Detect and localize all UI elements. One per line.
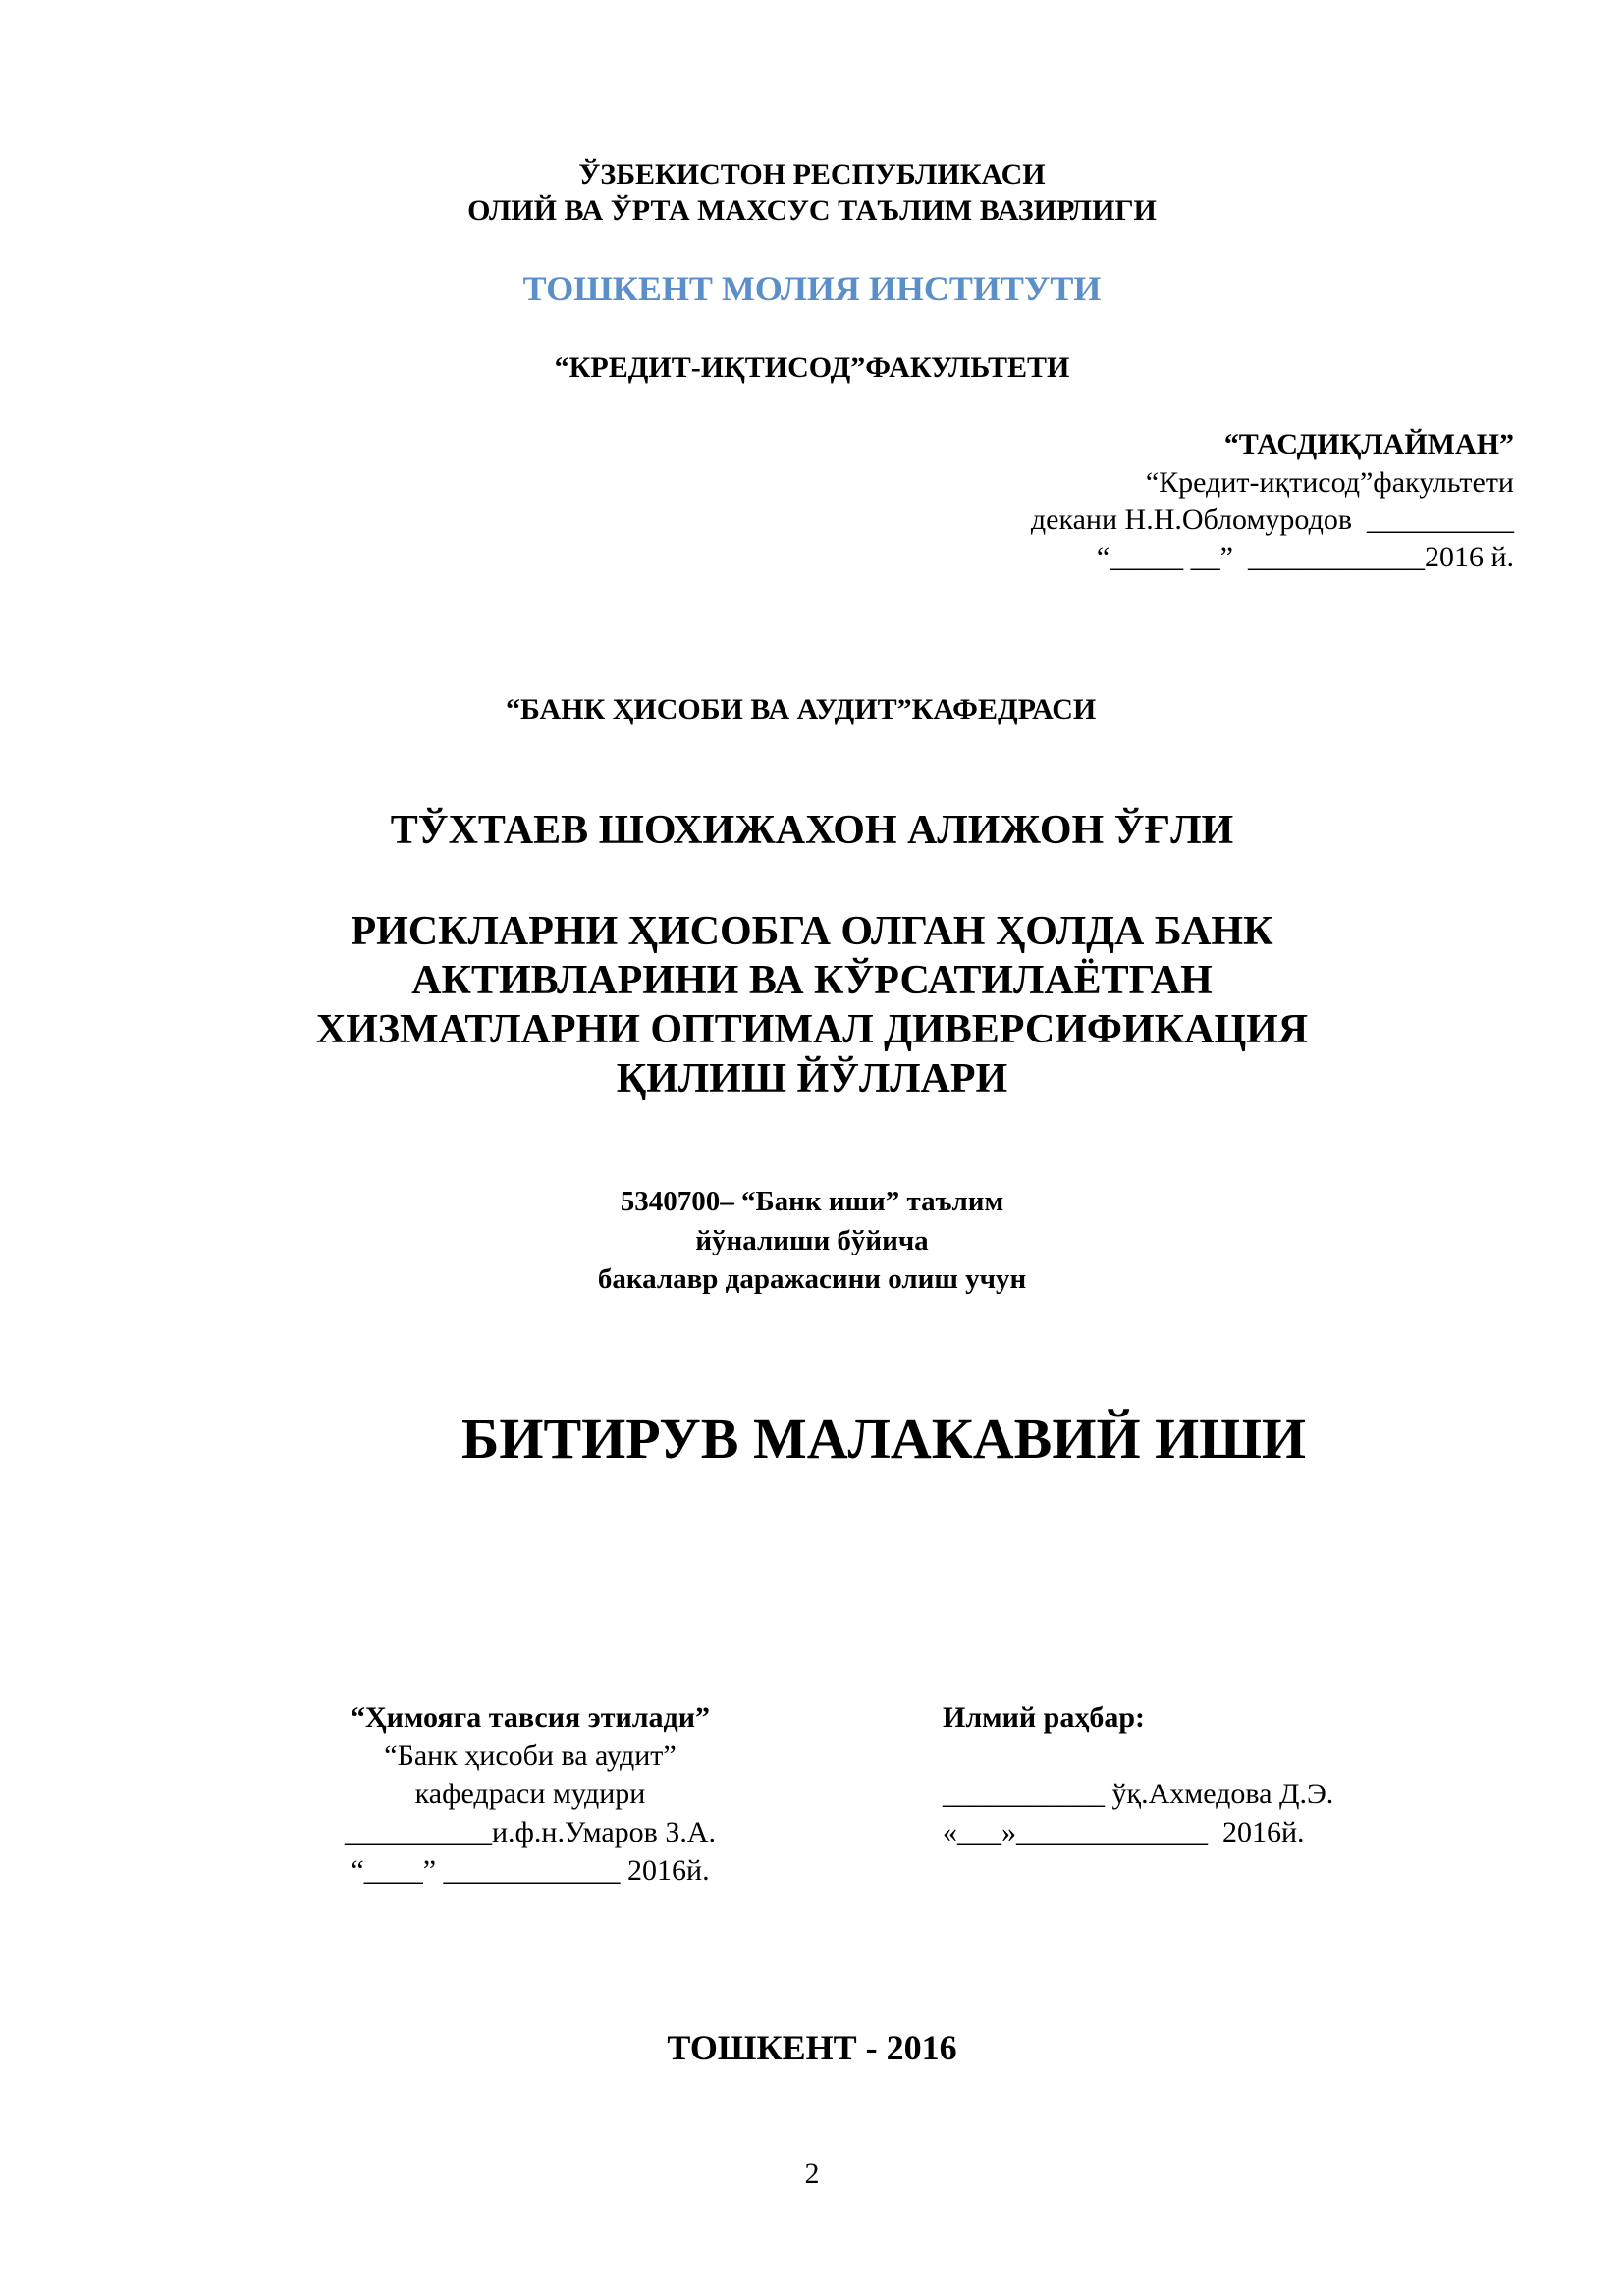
supervisor-date: «___»_____________ 2016й. — [943, 1816, 1305, 1848]
work-type: БИТИРУВ МАЛАКАВИЙ ИШИ — [461, 1407, 1307, 1470]
page-number: 2 — [804, 2158, 820, 2190]
city-year: ТОШКЕНТ - 2016 — [667, 2028, 957, 2067]
recommendation-title: “Ҳимояга тавсия этилади” — [350, 1701, 711, 1734]
approval-faculty-line: “Кредит-иқтисод”факультети — [1145, 466, 1514, 499]
specialty-line-1: 5340700– “Банк иши” таълим — [620, 1186, 1004, 1217]
institute-name: ТОШКЕНТ МОЛИЯ ИНСТИТУТИ — [522, 269, 1102, 308]
thesis-title-line-3: ХИЗМАТЛАРНИ ОПТИМАЛ ДИВЕРСИФИКАЦИЯ — [315, 1007, 1309, 1052]
recommendation-head-name: __________и.ф.н.Умаров З.А. — [344, 1816, 717, 1848]
supervisor-name: ___________ ўқ.Ахмедова Д.Э. — [943, 1778, 1334, 1810]
ministry-line-1: ЎЗБЕКИСТОН РЕСПУБЛИКАСИ — [578, 158, 1046, 190]
thesis-title-line-1: РИСКЛАРНИ ҲИСОБГА ОЛГАН ҲОЛДА БАНК — [351, 909, 1273, 954]
approval-dean-line: декани Н.Н.Обломуродов __________ — [1030, 504, 1514, 536]
approval-title: “ТАСДИҚЛАЙМАН” — [1223, 428, 1514, 460]
ministry-line-2: ОЛИЙ ВА ЎРТА МАХСУС ТАЪЛИМ ВАЗИРЛИГИ — [467, 194, 1157, 227]
specialty-line-2: йўналиши бўйича — [695, 1225, 929, 1256]
specialty-line-3: бакалавр даражасини олиш учун — [597, 1263, 1027, 1295]
faculty-name: “КРЕДИТ-ИҚТИСОД”ФАКУЛЬТЕТИ — [554, 351, 1070, 384]
approval-date-line: “_____ __” ____________2016 й. — [1096, 541, 1514, 573]
author-name: ТЎХТАЕВ ШОХИЖАХОН АЛИЖОН ЎҒЛИ — [390, 808, 1234, 853]
department-name: “БАНК ҲИСОБИ ВА АУДИТ”КАФЕДРАСИ — [506, 693, 1097, 725]
recommendation-head-title: кафедраси мудири — [414, 1778, 646, 1810]
supervisor-title: Илмий раҳбар: — [943, 1701, 1146, 1734]
thesis-title-line-4: ҚИЛИШ ЙЎЛЛАРИ — [616, 1056, 1008, 1101]
thesis-title-line-2: АКТИВЛАРИНИ ВА КЎРСАТИЛАЁТГАН — [411, 958, 1213, 1003]
recommendation-date: “____” ____________ 2016й. — [351, 1854, 710, 1887]
recommendation-department: “Банк ҳисоби ва аудит” — [384, 1739, 677, 1772]
